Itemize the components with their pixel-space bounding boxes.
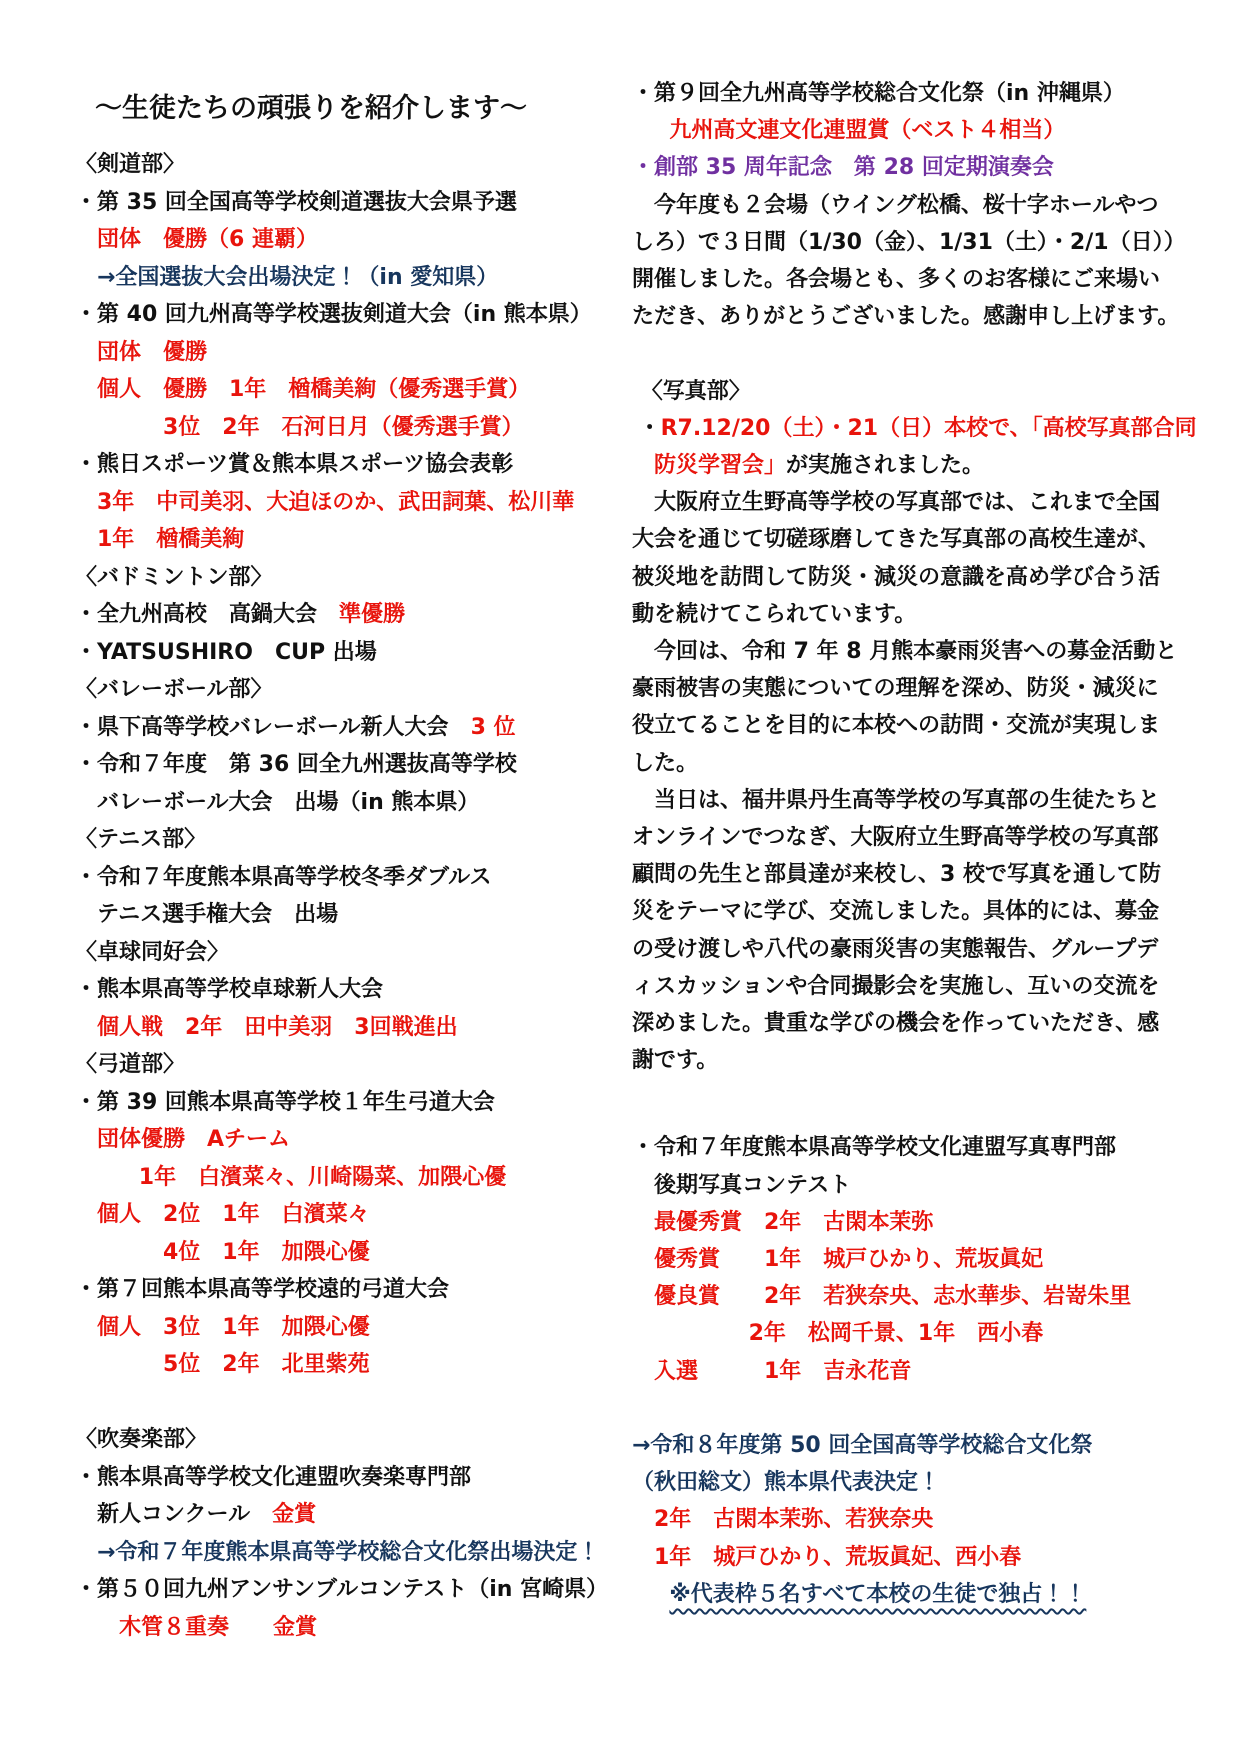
text-segment: が実施されました。 (786, 453, 985, 479)
text-line (632, 112, 1192, 149)
blank-line (75, 1384, 575, 1422)
text-segment: ・第７回熊本県高等学校遠的弓道大会 (75, 1277, 450, 1302)
text-line (632, 559, 1192, 596)
text-segment: 謝です。 (632, 1048, 719, 1074)
text-line (632, 298, 1192, 335)
text-line (632, 1501, 1192, 1538)
text-segment: 1年 城戸ひかり、荒坂眞妃、西小春 (654, 1544, 1022, 1570)
text-segment: 個人 優勝 1年 楢橋美絢（優秀選手賞） (97, 377, 531, 402)
blank-line (632, 1079, 1192, 1129)
text-line (75, 146, 575, 184)
text-line (632, 782, 1192, 819)
text-line (75, 746, 575, 784)
page-title: ～生徒たちの頑張りを紹介します～ (95, 93, 527, 124)
text-segment: 〈卓球同好会〉 (75, 939, 230, 965)
text-segment: 4位 1年 加隈心優 (163, 1239, 370, 1265)
text-line (75, 784, 575, 822)
text-line (632, 1278, 1192, 1315)
text-line (75, 1534, 600, 1572)
left-column (75, 146, 609, 1646)
text-line (632, 75, 1192, 112)
text-segment: テニス選手権大会 出場 (97, 902, 339, 927)
text-line (75, 1196, 575, 1234)
text-segment: 3 位 (470, 714, 516, 740)
text-segment: オンラインでつなぎ、大阪府立生野高等学校の写真部 (632, 825, 1159, 851)
text-segment: ・創部 35 周年記念 第 28 回定期演奏会 (632, 155, 1054, 181)
text-line (632, 1042, 1192, 1079)
text-line (75, 409, 575, 447)
text-segment: バレーボール大会 出場（in 熊本県） (97, 789, 480, 815)
text-segment: 役立てることを目的に本校への訪問・交流が実現しま (632, 713, 1161, 739)
text-segment: 豪雨被害の実態についての理解を深め、防災・減災に (632, 676, 1159, 702)
text-line (75, 1159, 575, 1197)
text-segment: （秋田総文）熊本県代表決定！ (632, 1470, 941, 1496)
text-line (75, 934, 575, 972)
text-line (632, 707, 1192, 744)
text-segment: 〈写真部〉 (640, 378, 751, 404)
text-segment: 顧問の先生と部員達が来校し、3 校で写真を通して防 (632, 862, 1161, 888)
text-line (75, 1271, 575, 1309)
text-line (632, 484, 1192, 521)
text-segment: 九州高文連文化連盟賞（ベスト４相当） (669, 118, 1066, 144)
text-line (75, 1121, 575, 1159)
text-segment: 木管８重奏 金賞 (119, 1614, 318, 1640)
text-segment: ・全九州高校 高鍋大会 (75, 602, 340, 627)
text-line (632, 187, 1192, 224)
text-segment: 当日は、福井県丹生高等学校の写真部の生徒たちと (654, 787, 1161, 813)
text-line (632, 261, 1192, 298)
text-line (75, 334, 575, 372)
text-segment: 2年 松岡千景、1年 西小春 (748, 1321, 1044, 1347)
text-segment: 優秀賞 1年 城戸ひかり、荒坂眞妃 (654, 1247, 1044, 1273)
text-line (632, 968, 1192, 1005)
text-segment: 団体優勝 Aチーム (97, 1127, 291, 1152)
text-segment: ・令和７年度熊本県高等学校冬季ダブルス (75, 864, 492, 890)
text-line (632, 745, 1192, 782)
text-line (75, 634, 575, 672)
text-line (75, 1421, 575, 1459)
text-line (632, 1204, 1192, 1241)
text-segment: 〈剣道部〉 (75, 152, 186, 177)
text-segment: の受け渡しや八代の豪雨災害の実態報告、グループデ (632, 936, 1159, 962)
text-segment: ィスカッションや合同撮影会を実施し、互いの交流を (632, 973, 1160, 999)
text-segment: →令和８年度第 50 回全国高等学校総合文化祭 (632, 1433, 1093, 1459)
text-line (75, 1496, 575, 1534)
text-segment: 開催しました。各会場とも、多くのお客様にご来場い (632, 267, 1161, 293)
text-line (632, 1167, 1192, 1204)
text-line (75, 1046, 575, 1084)
text-line (632, 1129, 1192, 1166)
text-line (75, 559, 575, 597)
text-segment: 3位 2年 石河日月（優秀選手賞） (163, 414, 524, 440)
text-segment: ・第 39 回熊本県高等学校１年生弓道大会 (75, 1089, 495, 1115)
text-line (632, 819, 1192, 856)
text-segment: ・令和７年度 第 36 回全九州選抜高等学校 (75, 752, 517, 777)
text-segment: 大会を通じて切磋琢磨してきた写真部の高校生達が、 (632, 527, 1161, 553)
text-segment: 個人戦 2年 田中美羽 3回戦進出 (97, 1014, 458, 1040)
text-line (75, 484, 575, 522)
text-segment: ・第 35 回全国高等学校剣道選抜大会県予選 (75, 189, 517, 215)
text-segment: ただき、ありがとうございました。感謝申し上げます。 (632, 304, 1180, 330)
text-line (75, 521, 575, 559)
text-line (75, 221, 575, 259)
text-line (632, 670, 1192, 707)
right-column (632, 75, 1197, 1613)
text-segment: 1年 楢橋美絢 (97, 527, 245, 552)
text-segment: ・熊日スポーツ賞＆熊本県スポーツ協会表彰 (75, 452, 514, 477)
text-segment: 〈バドミントン部〉 (75, 564, 273, 590)
text-line (632, 149, 1192, 186)
text-line (632, 1539, 1192, 1576)
text-line (75, 1609, 575, 1647)
text-segment: 被災地を訪問して防災・減災の意識を高め学び合う活 (632, 564, 1161, 590)
text-line (632, 596, 1192, 633)
text-segment: ・県下高等学校バレーボール新人大会 (75, 714, 471, 740)
text-segment: R7.12/20（土）・21（日）本校で、「高校写真部合同 (660, 415, 1197, 441)
text-segment: ・熊本県高等学校卓球新人大会 (75, 977, 384, 1002)
text-line (632, 1315, 1192, 1352)
text-line (632, 447, 1192, 484)
text-line (632, 224, 1192, 261)
text-line (75, 1309, 575, 1347)
text-line (75, 259, 575, 297)
text-segment: 〈テニス部〉 (75, 827, 207, 852)
text-line (75, 859, 575, 897)
text-line (75, 296, 592, 334)
text-segment: 防災学習会」 (654, 453, 787, 479)
text-segment: 災をテーマに学び、交流しました。具体的には、募金 (632, 899, 1160, 925)
text-segment: 動を続けてこられています。 (632, 601, 917, 627)
text-segment: 〈バレーボール部〉 (75, 677, 273, 702)
text-segment: 新人コンクール (97, 1502, 273, 1527)
text-segment: 団体 優勝 (97, 339, 208, 365)
text-segment: ・YATSUSHIRO CUP 出場 (75, 639, 377, 665)
text-line (75, 671, 575, 709)
text-line (632, 633, 1192, 670)
text-line (632, 1005, 1192, 1042)
text-line (632, 410, 1197, 447)
text-line (75, 896, 575, 934)
text-line (632, 856, 1192, 893)
text-segment: 今年度も２会場（ウイング松橋、桜十字ホールやつ (654, 192, 1159, 218)
text-segment: ・第９回全九州高等学校総合文化祭（in 沖縄県） (632, 81, 1125, 106)
text-segment: 深めました。貴重な学びの機会を作っていただき、感 (632, 1011, 1160, 1037)
blank-line (632, 1390, 1192, 1427)
text-line (75, 371, 575, 409)
text-segment: ・第 40 回九州高等学校選抜剣道大会（in 熊本県） (75, 302, 592, 327)
text-line (75, 1571, 609, 1609)
blank-line (632, 335, 1192, 372)
text-line (75, 971, 575, 1009)
text-segment: 大阪府立生野高等学校の写真部では、これまで全国 (654, 490, 1161, 516)
text-segment: 後期写真コンテスト (654, 1172, 852, 1198)
text-line (632, 1464, 1192, 1501)
text-line (75, 184, 575, 222)
text-line (75, 709, 575, 747)
text-line (632, 893, 1192, 930)
text-line (75, 1346, 575, 1384)
text-segment: 個人 2位 1年 白濱菜々 (97, 1202, 370, 1227)
text-segment: 5位 2年 北里紫苑 (163, 1352, 370, 1377)
text-segment: 2年 古閑本茉弥、若狭奈央 (654, 1507, 934, 1533)
text-segment: 個人 3位 1年 加隈心優 (97, 1314, 370, 1340)
text-segment: ・令和７年度熊本県高等学校文化連盟写真専門部 (632, 1135, 1117, 1161)
text-line (632, 1353, 1192, 1390)
text-segment: 優良賞 2年 若狭奈央、志水華歩、岩嵜朱里 (654, 1284, 1132, 1310)
text-segment: 〈弓道部〉 (75, 1052, 186, 1077)
text-line (75, 1009, 575, 1047)
text-segment: ・第５０回九州アンサンブルコンテスト（in 宮崎県） (75, 1577, 609, 1602)
text-segment: した。 (632, 750, 699, 776)
text-line (75, 1084, 575, 1122)
text-segment: しろ）で３日間（1/30（金）、1/31（土）・2/1（日）） (632, 229, 1186, 255)
text-segment: 入選 1年 吉永花音 (654, 1358, 912, 1384)
text-segment: ・ (638, 415, 661, 441)
text-segment: 今回は、令和 7 年 8 月熊本豪雨災害への募金活動と (654, 639, 1178, 665)
text-line (632, 521, 1192, 558)
text-segment: 準優勝 (339, 602, 406, 627)
text-segment: →全国選抜大会出場決定！（in 愛知県） (97, 264, 499, 290)
text-segment: 〈吹奏楽部〉 (75, 1427, 208, 1452)
text-line (632, 931, 1192, 968)
text-line (632, 373, 1192, 410)
text-segment: 3年 中司美羽、大迫ほのか、武田詞葉、松川華 (97, 489, 575, 515)
text-line (75, 446, 575, 484)
text-segment: 金賞 (272, 1502, 317, 1527)
text-segment: 1年 白濱菜々、川崎陽菜、加隈心優 (138, 1164, 507, 1190)
text-line (632, 1576, 1192, 1613)
text-line (75, 1234, 575, 1272)
text-line (75, 1459, 575, 1497)
text-line (75, 821, 575, 859)
text-segment: ・熊本県高等学校文化連盟吹奏楽専門部 (75, 1464, 472, 1490)
text-line (75, 596, 575, 634)
text-segment: 団体 優勝（6 連覇） (97, 227, 318, 252)
text-segment: 最優秀賞 2年 古閑本茉弥 (654, 1209, 934, 1235)
text-line (632, 1241, 1192, 1278)
text-segment: ※代表枠５名すべて本校の生徒で独占！！ (669, 1581, 1087, 1607)
text-line (632, 1427, 1192, 1464)
text-segment: →令和７年度熊本県高等学校総合文化祭出場決定！ (97, 1539, 600, 1565)
